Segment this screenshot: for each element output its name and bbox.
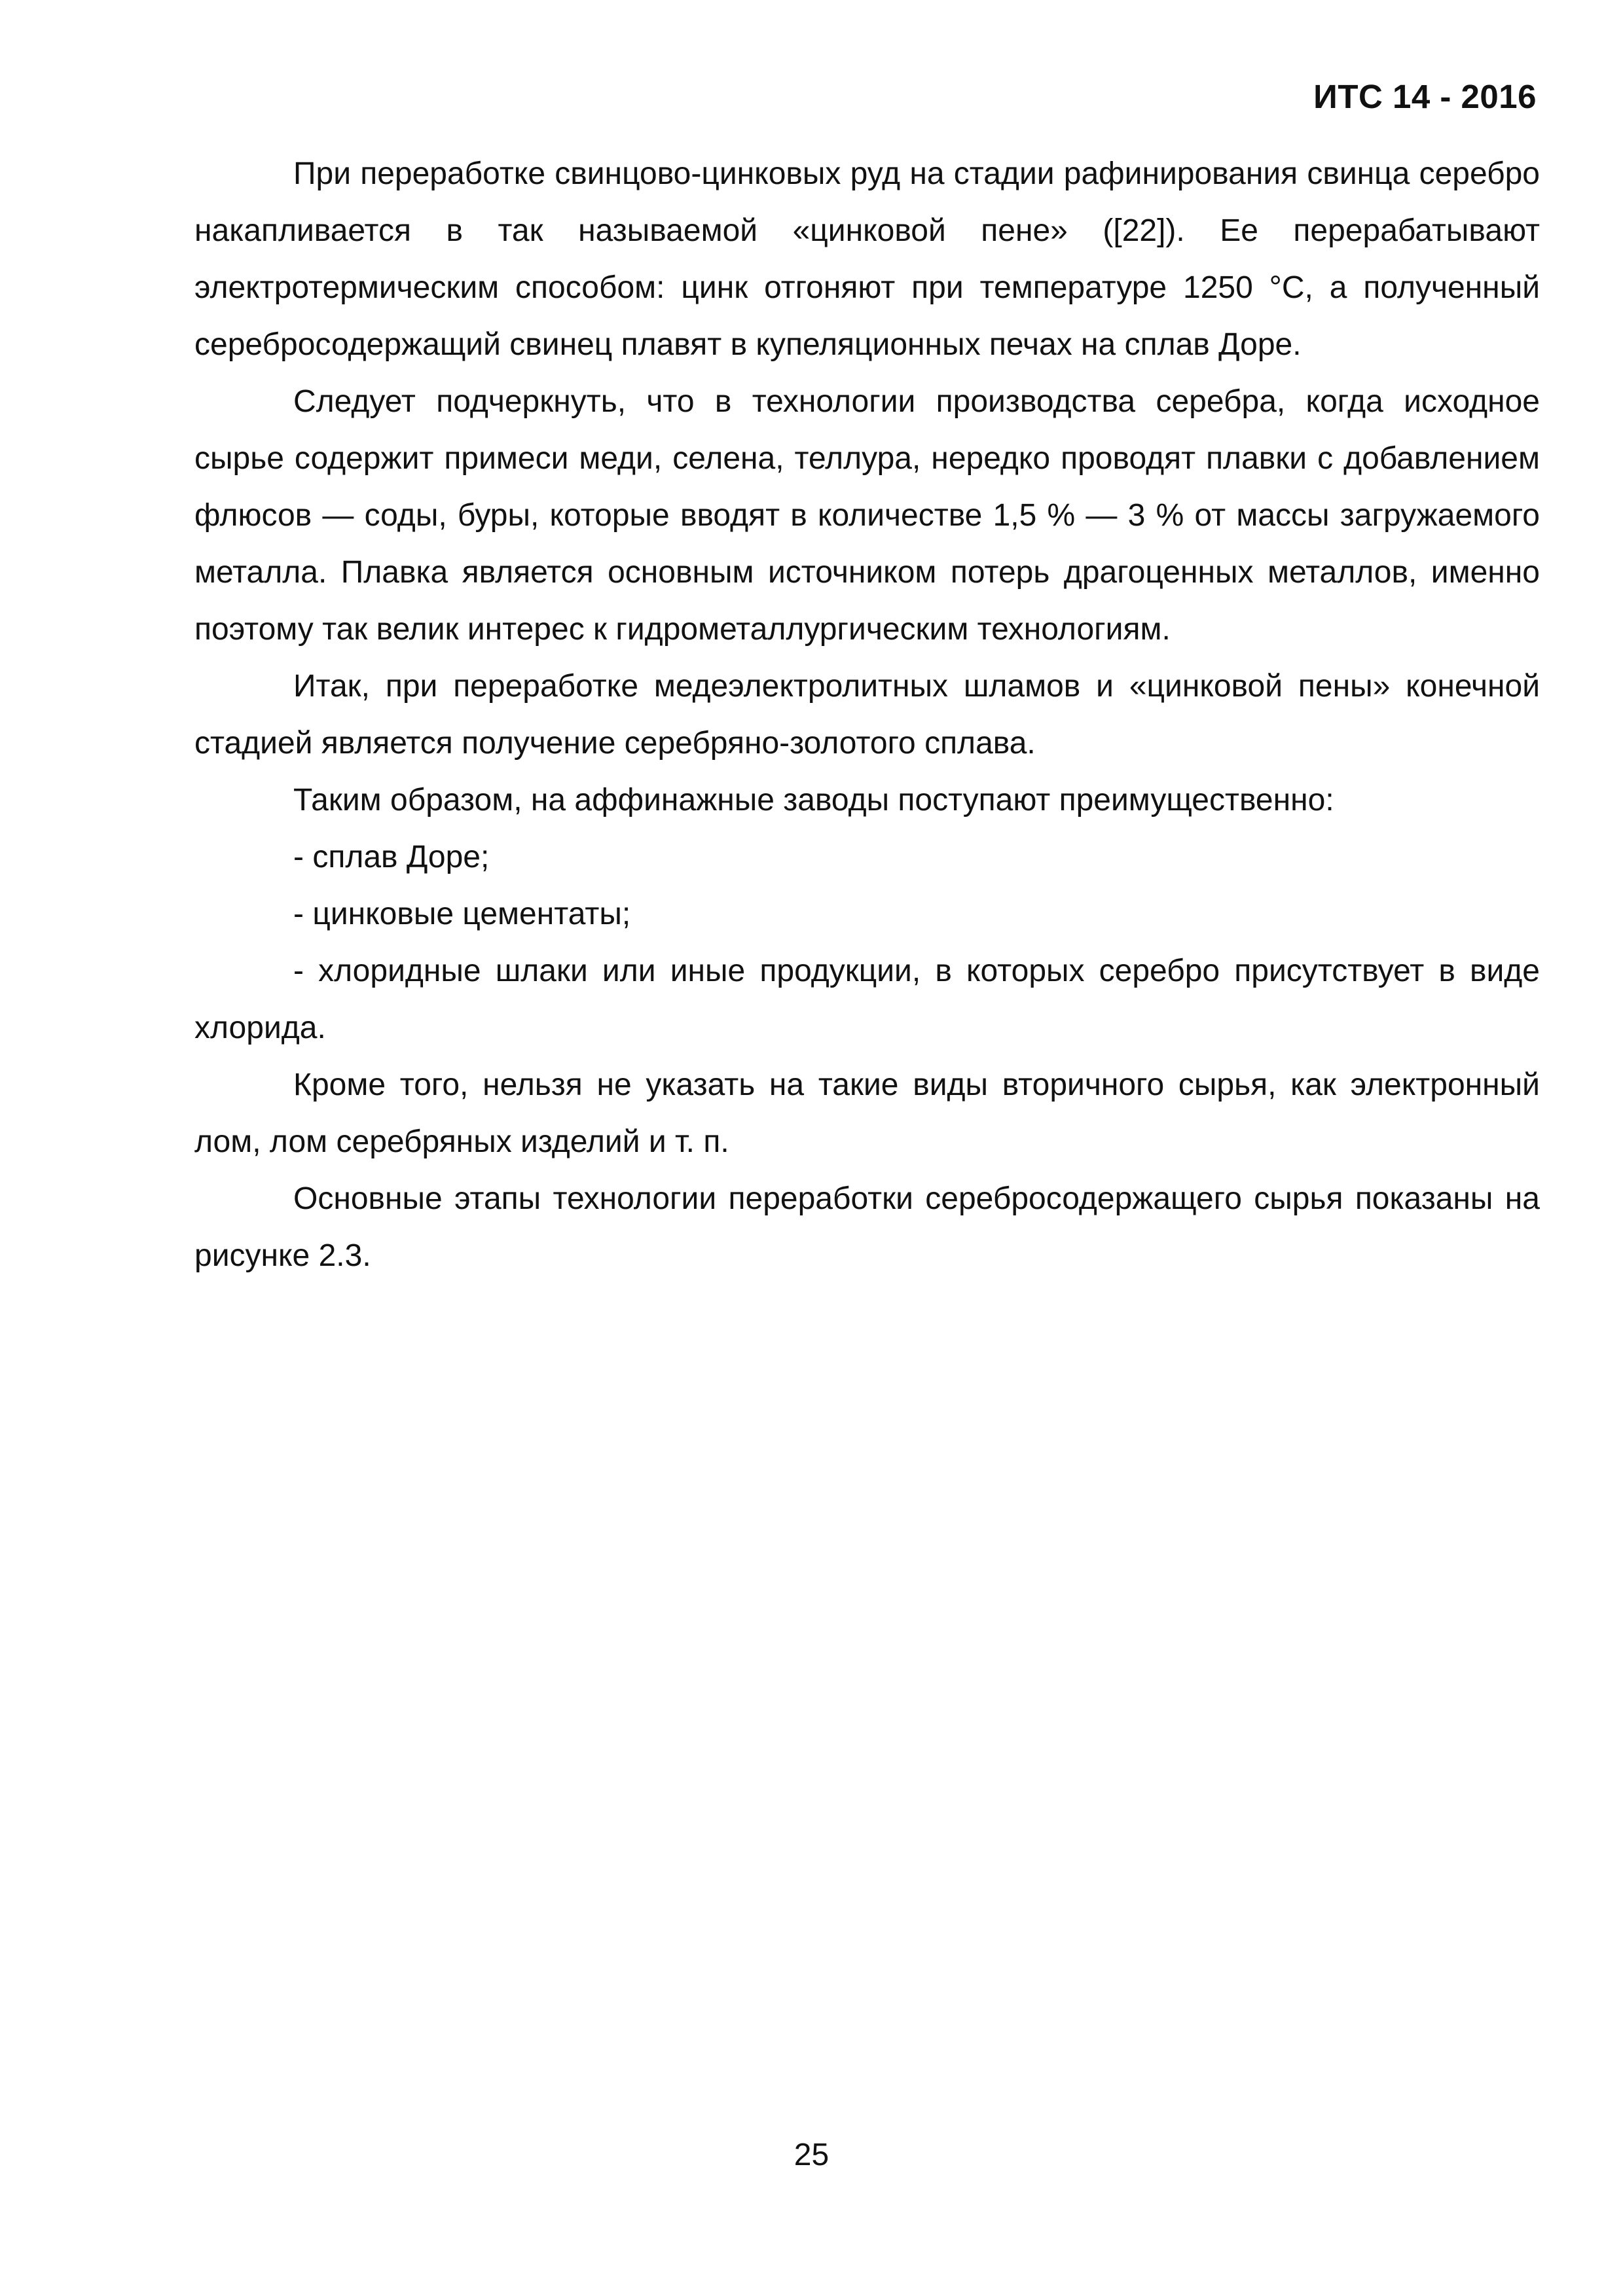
paragraph-refinery-intro: Таким образом, на аффинажные заводы поступают преимущественно: <box>293 783 1334 817</box>
list-item-zinc-cementates: - цинковые цементаты; <box>293 897 631 931</box>
paragraph-secondary-raw-materials: Кроме того, нельзя не указать на такие виды вторичного сырья, как электронный лом, лом серебряных изделий и т. п. <box>194 1067 1540 1159</box>
body-text <box>194 145 1540 1284</box>
paragraph-lead-zinc-ore: При переработке свинцово-цинковых руд на стадии рафинирования свинца серебро накапливается в так называемой «цинковой пене» ([22]). Ее перерабатывают электротермическим способом: цинк отгоняют при температуре 1250 °С, а полученный серебросодержащий свинец плавят в купеляционных печах на сплав Доре. <box>194 156 1540 362</box>
paragraph-figure-reference: Основные этапы технологии переработки серебросодержащего сырья показаны на рисунке 2.3. <box>194 1181 1540 1273</box>
list-item-dore-alloy: - сплав Доре; <box>293 840 490 874</box>
page-number: 25 <box>793 2138 830 2172</box>
list-item-chloride-slags: - хлоридные шлаки или иные продукции, в которых серебро присутствует в виде хлорида. <box>194 954 1540 1045</box>
paragraph-final-stage: Итак, при переработке медеэлектролитных шламов и «цинковой пены» конечной стадией является получение серебряно-золотого сплава. <box>194 669 1540 761</box>
paragraph-smelting-fluxes: Следует подчеркнуть, что в технологии производства серебра, когда исходное сырье содержит примеси меди, селена, теллура, нередко проводят плавки с добавлением флюсов — соды, буры, которые вводят в количестве 1,5 % — 3 % от массы загружаемого металла. Плавка является основным источником потерь драгоценных металлов, именно поэтому так велик интерес к гидрометаллургическим технологиям. <box>194 384 1540 647</box>
document-code-header: ИТС 14 - 2016 <box>1313 78 1537 115</box>
